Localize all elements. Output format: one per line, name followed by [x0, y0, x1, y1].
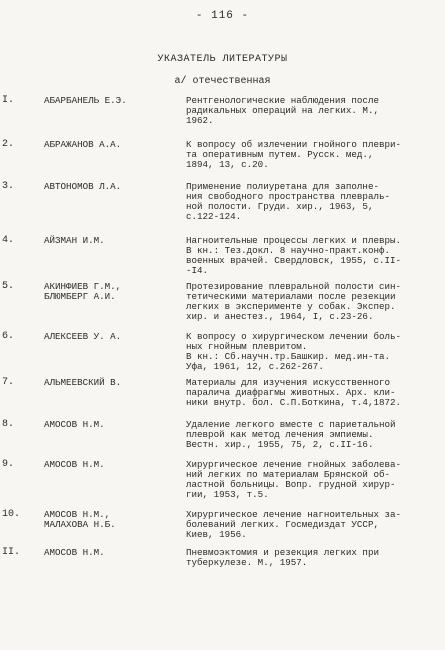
citation-line: радикальных операций на легких. М.,	[186, 105, 379, 116]
page-title: УКАЗАТЕЛЬ ЛИТЕРАТУРЫ	[157, 54, 288, 65]
entry-authors	[44, 510, 172, 530]
citation-line: хир. и анестез., 1964, I, с.23-26.	[186, 311, 374, 322]
author-name: АВТОНОМОВ Л.А.	[44, 181, 122, 192]
author-name: АМОСОВ Н.М.	[44, 459, 105, 470]
citation-line: В кн.: Тез.докл. 8 научно-практ.конф.	[186, 245, 390, 256]
entry-number: 3.	[2, 181, 15, 192]
entry-authors	[44, 332, 172, 342]
citation-line: 1962.	[186, 115, 214, 126]
section-subtitle: а/ отечественная	[174, 76, 271, 87]
citation-line: паралича диафрагмы животных. Арх. кли-	[186, 387, 396, 398]
citation-line: В кн.: Сб.научн.тр.Башкир. мед.ин-та.	[186, 351, 390, 362]
citation-line: К вопросу об излечении гнойного плеври-	[186, 139, 402, 150]
author-name: МАЛАХОВА Н.Б.	[44, 519, 116, 530]
entry-number: 2.	[2, 139, 15, 150]
entry-citation	[186, 548, 434, 568]
author-name: АЛЕКСЕЕВ У. А.	[44, 331, 122, 342]
citation-line: Материалы для изучения искусственного	[186, 377, 390, 388]
citation-line: Применение полиуретана для заполне-	[186, 181, 379, 192]
citation-line: ния свободного пространства плевраль-	[186, 191, 390, 202]
citation-line: та оперативным путем. Русск. мед.,	[186, 149, 374, 160]
citation-line: ники внутр. бол. С.П.Боткина, т.4,1872.	[186, 397, 402, 408]
citation-line: военных врачей. Свердловск, 1955, с.II-	[186, 255, 402, 266]
entry-authors	[44, 460, 172, 470]
entry-citation	[186, 332, 434, 372]
entry-number: 8.	[2, 419, 15, 430]
entry-number: 5.	[2, 281, 15, 292]
entry-authors	[44, 236, 172, 246]
entry-number: 9.	[2, 459, 15, 470]
citation-line: ний легких по материалам Брянской об-	[186, 469, 390, 480]
entry-number: 7.	[2, 377, 15, 388]
entry-number: I.	[2, 95, 15, 106]
author-name: АМОСОВ Н.М.	[44, 419, 105, 430]
author-name: АМОСОВ Н.М.,	[44, 509, 111, 520]
entry-authors	[44, 282, 172, 302]
entry-number: 4.	[2, 235, 15, 246]
author-name: БЛЮМБЕРГ А.И.	[44, 291, 116, 302]
citation-line: Протезирование плевральной полости син-	[186, 281, 402, 292]
author-name: АБАРБАНЕЛЬ Е.Э.	[44, 95, 127, 106]
citation-line: ластной больницы. Вопр. грудной хирур-	[186, 479, 396, 490]
citation-line: Уфа, 1961, 12, с.262-267.	[186, 361, 324, 372]
author-name: АЙЗМАН И.М.	[44, 235, 105, 246]
citation-line: плеврой как метод лечения эмпиемы.	[186, 429, 374, 440]
entry-citation	[186, 282, 434, 322]
entry-citation	[186, 182, 434, 222]
citation-line: Хирургическое лечение гнойных заболева-	[186, 459, 402, 470]
citation-line: Вестн. хир., 1955, 75, 2, с.II-16.	[186, 439, 374, 450]
author-name: АКИНФИЕВ Г.М.,	[44, 281, 122, 292]
citation-line: туберкулезе. М., 1957.	[186, 557, 308, 568]
entry-authors	[44, 420, 172, 430]
citation-line: Удаление легкого вместе с париетальной	[186, 419, 396, 430]
entry-number: 6.	[2, 331, 15, 342]
entry-authors	[44, 140, 172, 150]
entry-citation	[186, 378, 434, 408]
citation-line: легких в эксперименте у собак. Экспер.	[186, 301, 396, 312]
entry-citation	[186, 236, 434, 276]
entry-citation	[186, 460, 434, 500]
page-number: - 116 -	[195, 10, 250, 22]
citation-line: Рентгенологические наблюдения после	[186, 95, 379, 106]
entry-authors	[44, 96, 172, 106]
citation-line: Хирургическое лечение нагноительных за-	[186, 509, 402, 520]
entry-citation	[186, 420, 434, 450]
entry-number: II.	[2, 547, 21, 558]
entry-citation	[186, 510, 434, 540]
citation-line: -I4.	[186, 265, 209, 276]
author-name: АЛЬМЕЕВСКИЙ В.	[44, 377, 122, 388]
citation-line: 1894, 13, с.20.	[186, 159, 269, 170]
citation-line: тетическими материалами после резекции	[186, 291, 396, 302]
author-name: АМОСОВ Н.М.	[44, 547, 105, 558]
citation-line: с.122-124.	[186, 211, 242, 222]
citation-line: К вопросу о хирургическом лечении боль-	[186, 331, 402, 342]
author-name: АБРАЖАНОВ А.А.	[44, 139, 122, 150]
entry-number: 10.	[2, 509, 21, 520]
citation-line: гии, 1953, т.5.	[186, 489, 269, 500]
citation-line: Нагноительные процессы легких и плевры.	[186, 235, 402, 246]
entry-authors	[44, 182, 172, 192]
citation-line: Киев, 1956.	[186, 529, 247, 540]
entry-citation	[186, 140, 434, 170]
citation-line: ной полости. Груди. хир., 1963, 5,	[186, 201, 374, 212]
entry-authors	[44, 378, 172, 388]
entry-citation	[186, 96, 434, 126]
entry-authors	[44, 548, 172, 558]
citation-line: ных гнойным плевритом.	[186, 341, 308, 352]
citation-line: болеваний легких. Госмедиздат УССР,	[186, 519, 379, 530]
citation-line: Пневмоэктомия и резекция легких при	[186, 547, 379, 558]
